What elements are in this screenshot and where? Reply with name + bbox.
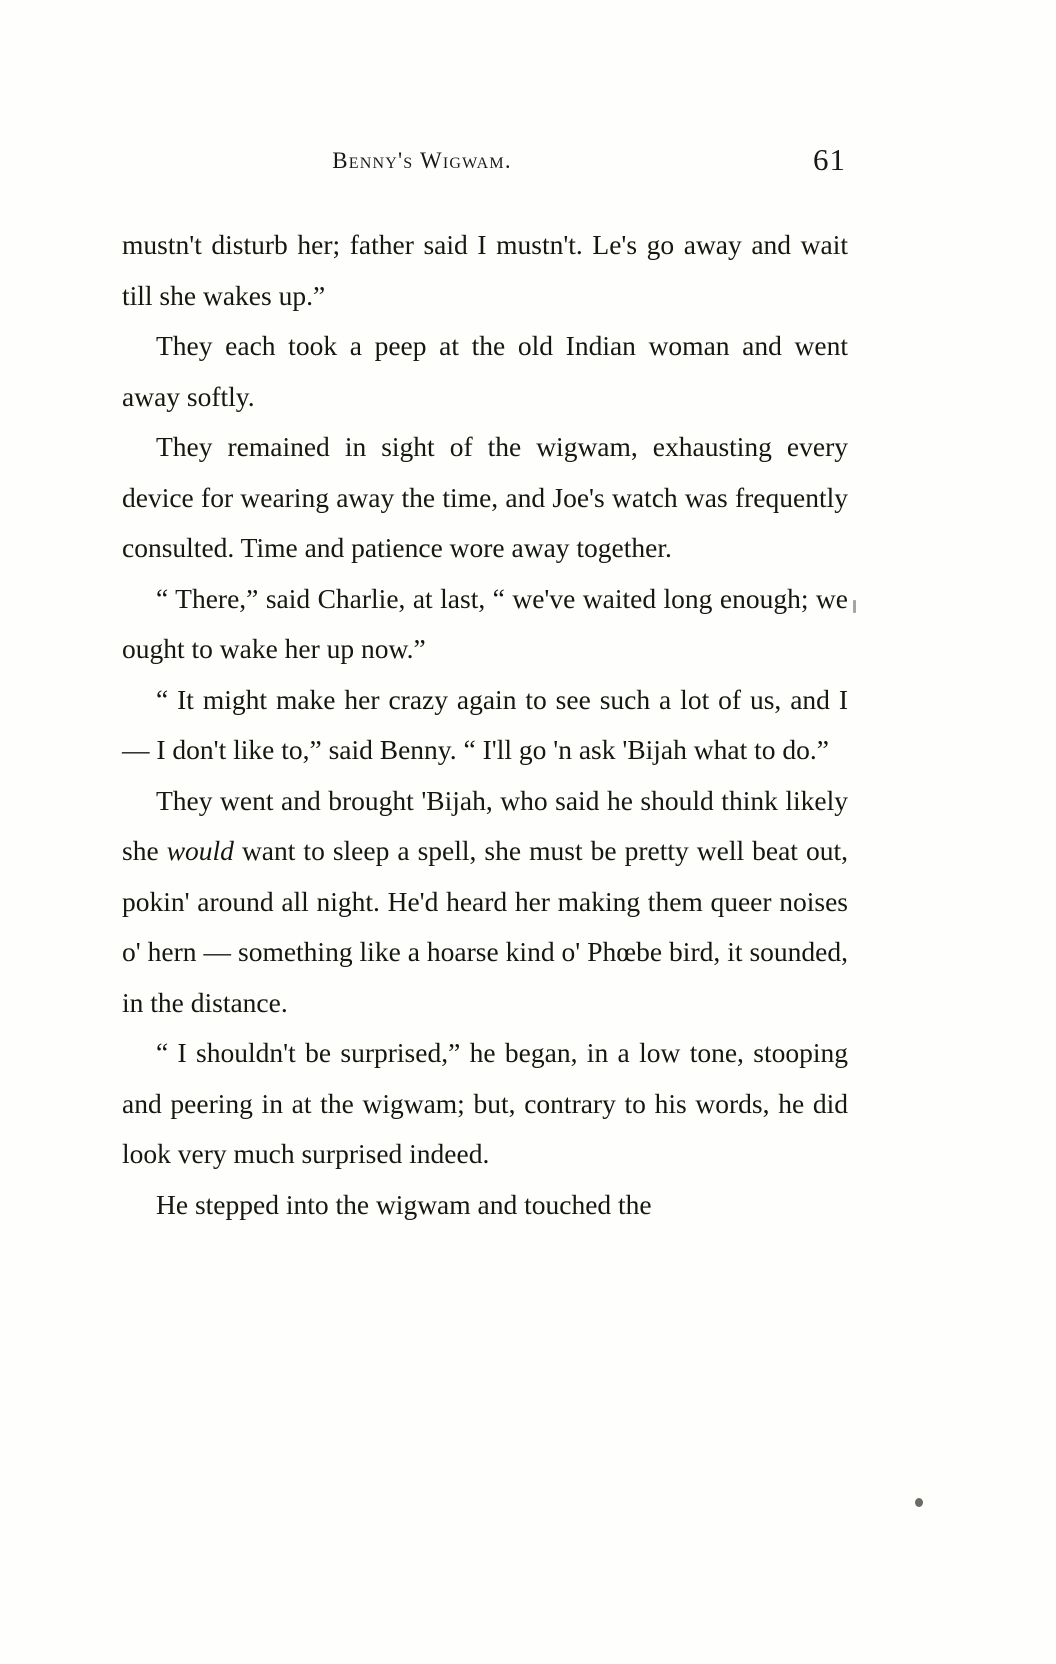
paragraph: They each took a peep at the old Indian woman and went away softly. xyxy=(122,330,848,412)
page-number: 61 xyxy=(813,142,846,177)
paragraph-text-before-italic: They went and brought 'Bijah, who said he should think likely she xyxy=(122,784,848,866)
paragraph: “ There,” said Charlie, at last, “ we've waited long enough; we ought to wake her up now.” xyxy=(122,582,848,664)
running-head: Benny's Wigwam. xyxy=(332,148,512,173)
page-header xyxy=(122,142,846,188)
paragraph: “ It might make her crazy again to see such a lot of us, and I — I don't like to,” said Benny. “ I'll go 'n ask 'Bijah what to do.” xyxy=(122,683,848,765)
body-text xyxy=(122,220,848,1230)
paragraph: He stepped into the wigwam and touched the xyxy=(156,1188,652,1220)
paragraph: “ I shouldn't be surprised,” he began, in a low tone, stooping and peering in at the wigwam; but, contrary to his words, he did look very much surprised indeed. xyxy=(122,1037,848,1169)
paragraph: They remained in sight of the wigwam, exhausting every device for wearing away the time, and Joe's watch was frequently consulted. Time and patience wore away together. xyxy=(122,431,848,563)
scan-speck xyxy=(915,1498,923,1507)
scan-speck xyxy=(853,600,856,613)
paragraph-with-italic xyxy=(122,776,848,1029)
paragraph: mustn't disturb her; father said I mustn't. Le's go away and wait till she wakes up.” xyxy=(122,229,848,311)
italic-word: would xyxy=(166,835,234,866)
paragraph-text-after-italic: want to sleep a spell, she must be pretty well beat out, pokin' around all night. He'd heard her making them queer noises o' hern — something like a hoarse kind o' Phœbe bird, it sounded, in the distance. xyxy=(122,835,848,1018)
